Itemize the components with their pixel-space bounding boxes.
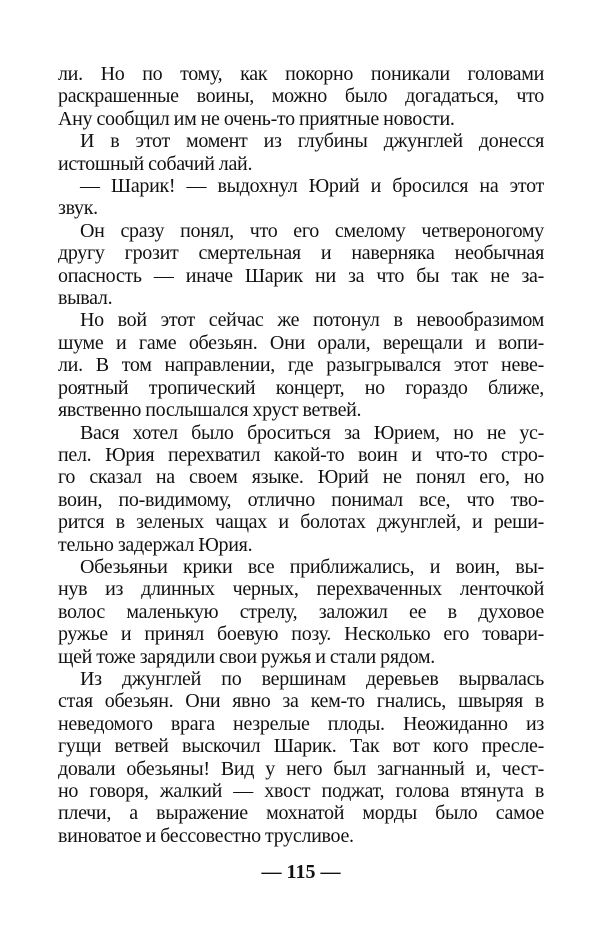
text-line: звук.	[58, 197, 98, 220]
text-line: рится в зеленых чащах и болотах джунглей, и реши-	[58, 511, 544, 534]
text-line: плечи, а выражение мохнатой морды было самое	[58, 802, 544, 825]
text-line: довали обезьяны! Вид у него был загнанный и, чест-	[58, 757, 544, 780]
text-line: Он сразу понял, что его смелому четвероногому	[80, 219, 544, 242]
page-number: — 115 —	[261, 861, 341, 884]
text-line: неведомого врага незрелые плоды. Неожиданно из	[58, 712, 544, 735]
text-line: — Шарик! — выдохнул Юрий и бросился на этот	[80, 175, 544, 198]
text-line: И в этот момент из глубины джунглей донесся	[80, 130, 544, 153]
text-line: Из джунглей по вершинам деревьев вырвалась	[80, 667, 544, 690]
paragraph	[58, 63, 544, 130]
text-line: ли. Но по тому, как покорно поникали головами	[58, 63, 544, 85]
text-line: опасность — иначе Шарик ни за что бы так не за-	[58, 264, 544, 287]
paragraph	[58, 556, 544, 668]
text-line: но говоря, жалкий — хвост поджат, голова втянута в	[58, 780, 544, 802]
text-line: истошный собачий лай.	[58, 152, 253, 175]
text-line: щей тоже зарядили свои ружья и стали рядом.	[58, 645, 435, 668]
text-line: Обезьяньи крики все приближались, и воин, вы-	[80, 555, 544, 578]
text-line: Но вой этот сейчас же потонул в невообразимом	[80, 309, 544, 332]
text-line: виноватое и бессовестно трусливое.	[58, 824, 354, 847]
paragraph	[58, 309, 544, 421]
text-line: вывал.	[58, 287, 113, 310]
text-line: тельно задержал Юрия.	[58, 533, 253, 556]
text-line: стая обезьян. Они явно за кем-то гнались, швыряя в	[58, 690, 544, 713]
text-line: волос маленькую стрелу, заложил ее в духовое	[58, 600, 544, 623]
text-line: явственно послышался хруст ветвей.	[58, 399, 362, 422]
paragraph	[58, 668, 544, 847]
paragraph	[58, 130, 544, 175]
text-line: воин, по-видимому, отлично понимал все, что тво-	[58, 488, 544, 511]
text-line: Ану сообщил им не очень-то приятные новости.	[58, 107, 455, 130]
text-line: нув из длинных черных, перехваченных ленточкой	[58, 578, 544, 601]
text-line: роятный тропический концерт, но гораздо ближе,	[58, 376, 544, 399]
text-line: шуме и гаме обезьян. Они орали, верещали и вопи-	[58, 331, 544, 354]
text-line: ли. В том направлении, где разыгрывался этот неве-	[58, 354, 544, 377]
text-line: раскрашенные воины, можно было догадаться, что	[58, 85, 544, 108]
text-line: гущи ветвей выскочил Шарик. Так вот кого пресле-	[58, 735, 544, 758]
text-line: другу грозит смертельная и наверняка необычная	[58, 242, 544, 265]
text-line: Вася хотел было броситься за Юрием, но не ус-	[80, 421, 544, 444]
text-line: го сказал на своем языке. Юрий не понял его, но	[58, 466, 544, 489]
paragraph	[58, 175, 544, 220]
paragraph	[58, 422, 544, 556]
text-line: пел. Юрия перехватил какой-то воин и что-то стро-	[58, 443, 544, 466]
paragraph	[58, 220, 544, 310]
page-body-text	[58, 63, 544, 847]
text-line: ружье и принял боевую позу. Несколько его товари-	[58, 623, 544, 646]
